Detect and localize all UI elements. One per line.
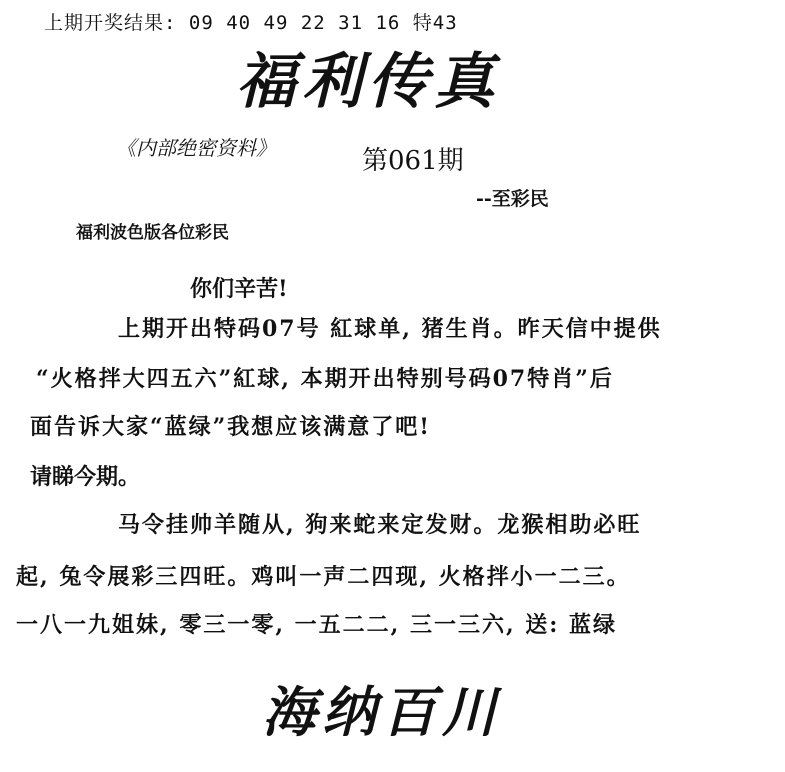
body-line-7: 一八一九姐妹, 零三一零, 一五二二, 三一三六, 送: 蓝绿	[16, 612, 618, 638]
body-line-6: 起, 兔令展彩三四旺。鸡叫一声二四现, 火格拌小一二三。	[16, 564, 631, 590]
salutation: 你们辛苦!	[190, 276, 288, 302]
page-title: 福利传真	[236, 47, 500, 117]
greeting-line: 福利波色版各位彩民	[76, 223, 229, 243]
body-line-4: 请睇今期。	[30, 464, 141, 490]
body-line-5: 马令挂帅羊随从, 狗来蛇来定发财。龙猴相助必旺	[118, 512, 642, 538]
last-result-line: 上期开奖结果: 09 40 49 22 31 16 特43	[44, 12, 458, 34]
subtitle: 《内部绝密资料》	[116, 136, 276, 160]
issue-number: 第061期	[362, 146, 464, 176]
body-line-2: “火格拌大四五六”紅球, 本期开出特别号码07特肖”后	[36, 366, 614, 392]
sender-line: --至彩民	[476, 188, 549, 210]
body-line-3: 面告诉大家“蓝绿”我想应该满意了吧!	[30, 414, 431, 440]
body-line-1: 上期开出特码07号 紅球单, 猪生肖。昨天信中提供	[118, 316, 662, 342]
footer-motto: 海纳百川	[262, 680, 502, 744]
